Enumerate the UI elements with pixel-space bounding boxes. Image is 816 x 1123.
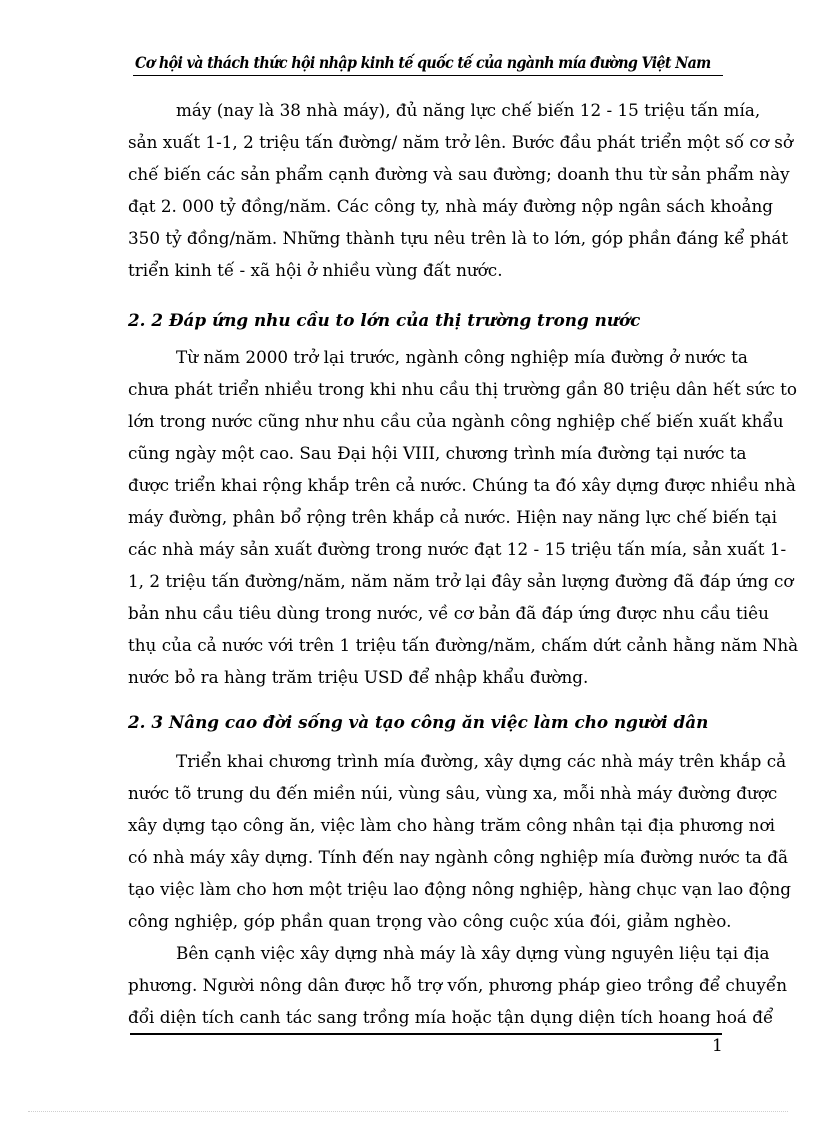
- paragraph-line: Triển khai chương trình mía đường, xây dựng các nhà máy trên khắp cả: [176, 751, 787, 771]
- paragraph-line: được triển khai rộng khắp trên cả nước. Chúng ta đó xây dựng được nhiều nhà: [128, 475, 796, 495]
- paragraph-line: cũng ngày một cao. Sau Đại hội VIII, chương trình mía đường tại nước ta: [128, 443, 747, 463]
- paragraph-line: chưa phát triển nhiều trong khi nhu cầu thị trường gần 80 triệu dân hết sức to: [128, 379, 798, 399]
- paragraph-line: các nhà máy sản xuất đường trong nước đạt 12 - 15 triệu tấn mía, sản xuất 1-: [128, 539, 787, 559]
- header-underline: [133, 75, 723, 76]
- paragraph-line: máy đường, phân bổ rộng trên khắp cả nước. Hiện nay năng lực chế biến tại: [128, 507, 777, 527]
- paragraph-line: Bên cạnh việc xây dựng nhà máy là xây dựng vùng nguyên liệu tại địa: [176, 943, 770, 963]
- paragraph-line: máy (nay là 38 nhà máy), đủ năng lực chế biến 12 - 15 triệu tấn mía,: [176, 100, 761, 120]
- paragraph-line: tạo việc làm cho hơn một triệu lao động nông nghiệp, hàng chục vạn lao động: [128, 879, 791, 899]
- paragraph-line: nước tõ trung du đến miền núi, vùng sâu, vùng xa, mỗi nhà máy đường được: [128, 783, 778, 803]
- paragraph-line: nước bỏ ra hàng trăm triệu USD để nhập khẩu đường.: [128, 667, 589, 687]
- section-heading-2-2: 2. 2 Đáp ứng nhu cầu to lớn của thị trường trong nước: [128, 310, 641, 330]
- footer-rule: [130, 1033, 722, 1035]
- paragraph-line: chế biến các sản phẩm cạnh đường và sau đường; doanh thu từ sản phẩm này: [128, 164, 790, 184]
- header-title: Cơ hội và thách thức hội nhập kinh tế quốc tế của ngành mía đường Việt Nam: [135, 53, 711, 72]
- page-number: 1: [712, 1036, 723, 1056]
- paragraph-line: đạt 2. 000 tỷ đồng/năm. Các công ty, nhà máy đường nộp ngân sách khoảng: [128, 196, 774, 216]
- paragraph-line: công nghiệp, góp phần quan trọng vào công cuộc xúa đói, giảm nghèo.: [128, 911, 732, 931]
- paragraph-line: có nhà máy xây dựng. Tính đến nay ngành công nghiệp mía đường nước ta đã: [128, 847, 788, 867]
- section-heading-2-3: 2. 3 Nâng cao đời sống và tạo công ăn việc làm cho người dân: [128, 712, 709, 732]
- paragraph-line: triển kinh tế - xã hội ở nhiều vùng đất nước.: [128, 260, 503, 280]
- paragraph-line: thụ của cả nước với trên 1 triệu tấn đường/năm, chấm dứt cảnh hằng năm Nhà: [128, 635, 799, 655]
- paragraph-line: 350 tỷ đồng/năm. Những thành tựu nêu trên là to lớn, góp phần đáng kể phát: [128, 228, 789, 248]
- paragraph-line: lớn trong nước cũng như nhu cầu của ngành công nghiệp chế biến xuất khẩu: [128, 411, 784, 431]
- paragraph-line: xây dựng tạo công ăn, việc làm cho hàng trăm công nhân tại địa phương nơi: [128, 815, 775, 835]
- paragraph-line: phương. Người nông dân được hỗ trợ vốn, phương pháp gieo trồng để chuyển: [128, 975, 788, 995]
- running-header: [133, 53, 723, 81]
- paragraph-line: đổi diện tích canh tác sang trồng mía hoặc tận dụng diện tích hoang hoá để: [128, 1007, 774, 1027]
- paragraph-line: 1, 2 triệu tấn đường/năm, năm năm trở lại đây sản lượng đường đã đáp ứng cơ: [128, 571, 794, 591]
- paragraph-line: sản xuất 1-1, 2 triệu tấn đường/ năm trở lên. Bước đầu phát triển một số cơ sở: [128, 132, 793, 152]
- paragraph-line: Từ năm 2000 trở lại trước, ngành công nghiệp mía đường ở nước ta: [176, 347, 748, 367]
- paragraph-line: bản nhu cầu tiêu dùng trong nước, về cơ bản đã đáp ứng được nhu cầu tiêu: [128, 603, 769, 623]
- page-edge-dotted-line: [28, 1111, 788, 1112]
